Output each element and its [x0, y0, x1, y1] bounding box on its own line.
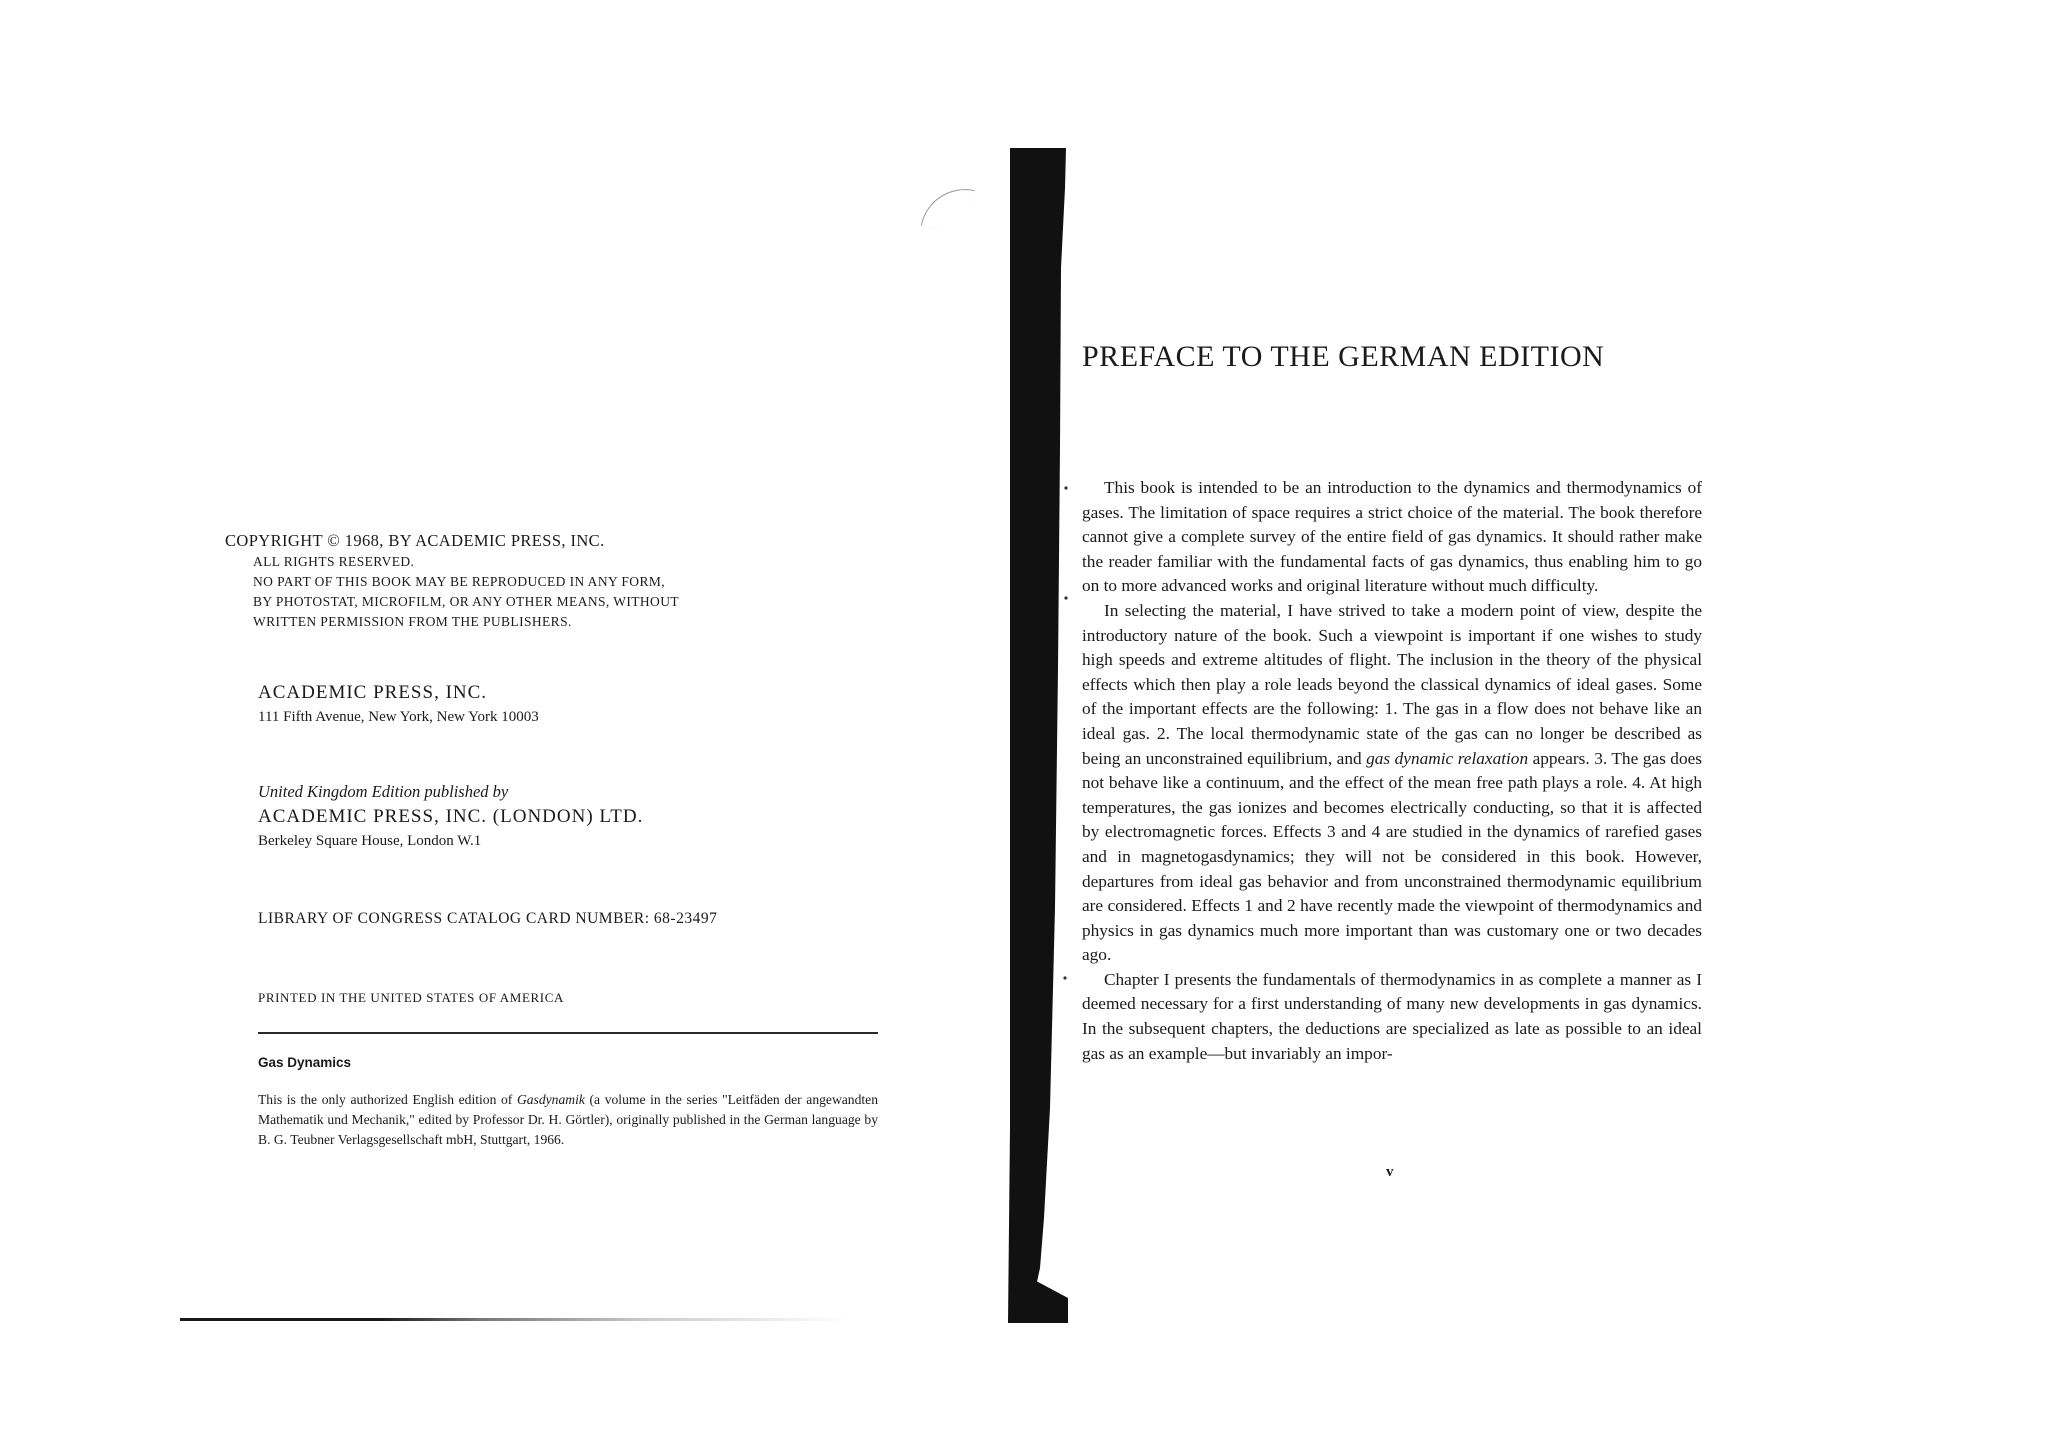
edition-note-block — [258, 1052, 878, 1150]
edition-note — [258, 1090, 878, 1150]
divider-rule — [258, 1032, 878, 1034]
uk-edition-info — [258, 780, 818, 852]
page-bottom-edge — [180, 1318, 850, 1321]
uk-edition-heading: United Kingdom Edition published by — [258, 782, 509, 801]
rights-reserved-line: ALL RIGHTS RESERVED. — [253, 554, 415, 569]
paragraph — [1082, 599, 1702, 968]
paragraph-text: In selecting the material, I have strived to take a modern point of view, despite the introductory nature of the book. Such a viewpoint is important if one wishes to study high speeds and extreme altitudes of flight. The inclusion in the theory of the physical effects which then play a role leads beyond the classical dynamics of ideal gases. Some of the important effects are the following: 1. The gas in a flow does not behave like an ideal gas. 2. The local thermodynamic state of the gas can no longer be described as being an unconstrained equilibrium, and — [1082, 600, 1702, 768]
edition-note-text: This is the only authorized English edition of — [258, 1092, 517, 1107]
copyright-notice — [225, 530, 785, 632]
book-title: Gas Dynamics — [258, 1055, 352, 1070]
reproduction-notice-line: WRITTEN PERMISSION FROM THE PUBLISHERS. — [253, 614, 572, 629]
copyright-line: COPYRIGHT © 1968, BY ACADEMIC PRESS, INC. — [225, 531, 605, 550]
uk-publisher-name: ACADEMIC PRESS, INC. (LONDON) LTD. — [258, 806, 644, 827]
paragraph-text: appears. 3. The gas does not behave like a continuum, and the effect of the mean free path plays a role. 4. At high temperatures, the gas ionizes and becomes electrically conducting, so that it is affected by electromagnetic forces. Effects 3 and 4 are studied in the dynamics of rarefied gases and in magnetogasdynamics; they will not be considered in this book. However, departures from ideal gas behavior and from unconstrained thermodynamic equilibrium are considered. Effects 1 and 2 have recently made the viewpoint of thermodynamics and physics in gas dynamics much more important than was customary one or two decades ago. — [1082, 748, 1702, 965]
paragraph: Chapter I presents the fundamentals of thermodynamics in as complete a manner as I deemed necessary for a first understanding of many new developments in gas dynamics. In the subsequent chapters, the deductions are specialized as late as possible to an ideal gas as an example—but invariably an impor- — [1082, 969, 1702, 1063]
printed-in-line: PRINTED IN THE UNITED STATES OF AMERICA — [258, 990, 564, 1005]
reproduction-notice-line: BY PHOTOSTAT, MICROFILM, OR ANY OTHER MEANS, WITHOUT — [253, 594, 679, 609]
edition-note-text: (a volume in the series "Leitfäden der angewandten Mathematik und Mechanik," edited by Professor Dr. H. Görtler), originally published in the German language by B. G. Teubner Verlagsgesellschaft mbH, Stuttgart, 1966. — [258, 1092, 878, 1147]
italic-term: gas dynamic relaxation — [1366, 748, 1529, 768]
lccn-line: LIBRARY OF CONGRESS CATALOG CARD NUMBER: 68-23497 — [258, 910, 718, 927]
reproduction-notice-line: NO PART OF THIS BOOK MAY BE REPRODUCED IN ANY FORM, — [253, 574, 666, 589]
publisher-address: 111 Fifth Avenue, New York, New York 10003 — [258, 709, 539, 725]
publisher-name: ACADEMIC PRESS, INC. — [258, 682, 488, 703]
paragraph: This book is intended to be an introduction to the dynamics and thermodynamics of gases. The limitation of space requires a strict choice of the material. The book therefore cannot give a complete survey of the entire field of gas dynamics. It should rather make the reader familiar with the fundamental facts of gas dynamics, thus enabling him to go on to more advanced works and original literature without much difficulty. — [1082, 478, 1702, 596]
uk-publisher-address: Berkeley Square House, London W.1 — [258, 833, 482, 849]
book-spine-shadow — [1008, 148, 1068, 1323]
publisher-info — [258, 680, 818, 728]
preface-body — [1082, 476, 1702, 1066]
page-number: v — [1386, 1164, 1394, 1180]
page-title: PREFACE TO THE GERMAN EDITION — [1082, 340, 1605, 373]
page-corner-curl — [921, 181, 976, 236]
original-title: Gasdynamik — [516, 1092, 585, 1107]
